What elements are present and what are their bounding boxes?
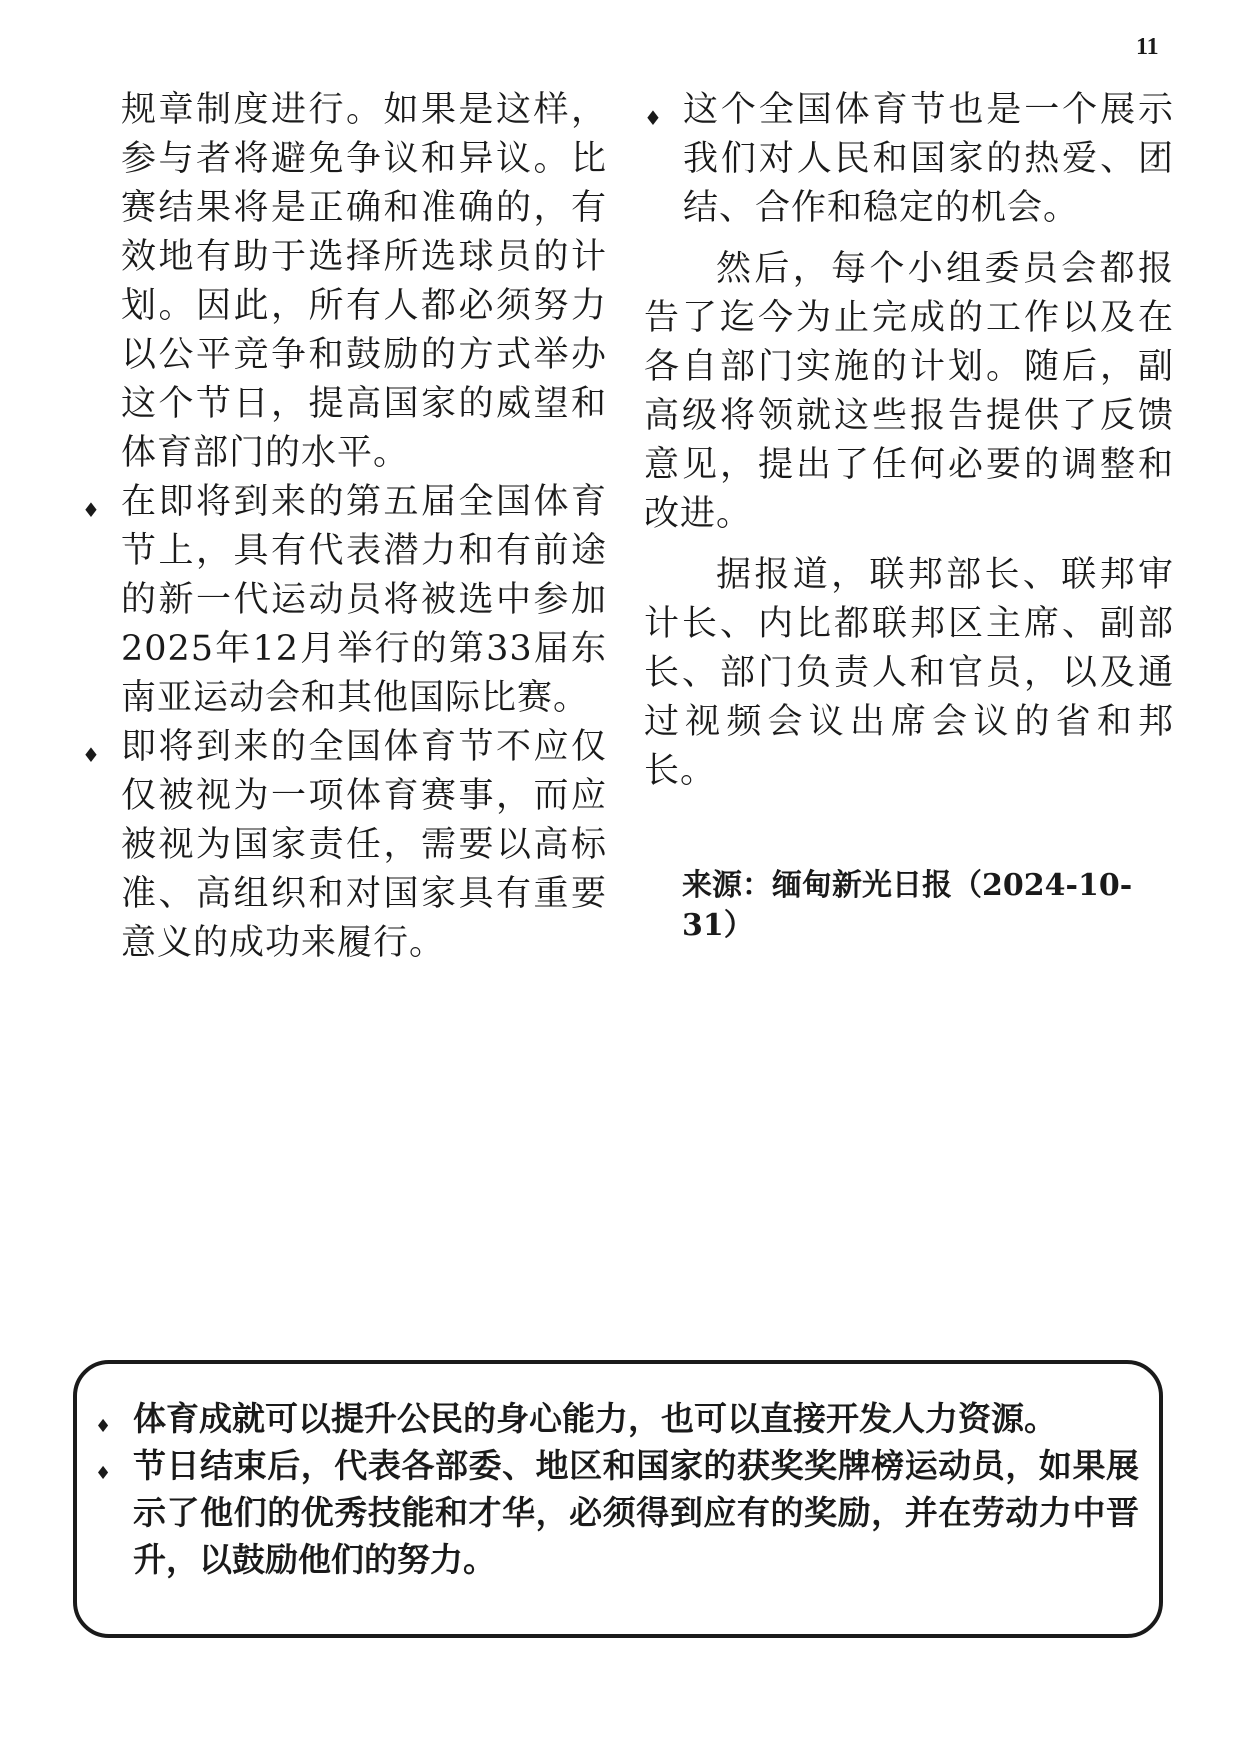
diamond-bullet-icon: ♦ bbox=[82, 743, 101, 767]
page-number: 11 bbox=[1136, 34, 1159, 60]
paragraph-attendees: 据报道，联邦部长、联邦审计长、内比都联邦区主席、副部长、部门负责人和官员，以及通过视频会议出席会议的省和邦长。 bbox=[644, 555, 1174, 791]
diamond-bullet-icon: ♦ bbox=[82, 498, 101, 522]
callout-bullet-item-2 bbox=[95, 1442, 1139, 1583]
callout-bullet-item-1 bbox=[95, 1395, 1139, 1442]
highlight-callout-box bbox=[73, 1360, 1163, 1638]
left-bullet-item-2 bbox=[82, 723, 607, 968]
right-bullet-item bbox=[644, 86, 1174, 233]
bullet-text: 节日结束后，代表各部委、地区和国家的获奖奖牌榜运动员，如果展示了他们的优秀技能和才华，必须得到应有的奖励，并在劳动力中晋升，以鼓励他们的努力。 bbox=[133, 1446, 1139, 1579]
diamond-bullet-icon: ♦ bbox=[644, 106, 663, 130]
diamond-bullet-icon: ♦ bbox=[95, 1416, 112, 1437]
bullet-text: 在即将到来的第五届全国体育节上，具有代表潜力和有前途的新一代运动员将被选中参加2025年12月举行的第33届东南亚运动会和其他国际比赛。 bbox=[121, 482, 607, 718]
left-column bbox=[82, 86, 607, 968]
bullet-text: 体育成就可以提升公民的身心能力，也可以直接开发人力资源。 bbox=[133, 1399, 1057, 1438]
bullet-text: 这个全国体育节也是一个展示我们对人民和国家的热爱、团结、合作和稳定的机会。 bbox=[683, 90, 1174, 228]
continued-paragraph: 规章制度进行。如果是这样，参与者将避免争议和异议。比赛结果将是正确和准确的，有效地有助于选择所选球员的计划。因此，所有人都必须努力以公平竞争和鼓励的方式举办这个节日，提高国家的威望和体育部门的水平。 bbox=[121, 90, 607, 473]
right-column bbox=[644, 86, 1174, 946]
diamond-bullet-icon: ♦ bbox=[95, 1463, 112, 1484]
bullet-text: 即将到来的全国体育节不应仅仅被视为一项体育赛事，而应被视为国家责任，需要以高标准、高组织和对国家具有重要意义的成功来履行。 bbox=[121, 727, 607, 963]
source-citation: 来源：缅甸新光日报（2024-10-31） bbox=[682, 868, 1133, 943]
left-bullet-item-1 bbox=[82, 478, 607, 723]
paragraph-subcommittee-reports: 然后，每个小组委员会都报告了迄今为止完成的工作以及在各自部门实施的计划。随后，副高级将领就这些报告提供了反馈意见，提出了任何必要的调整和改进。 bbox=[644, 249, 1174, 534]
